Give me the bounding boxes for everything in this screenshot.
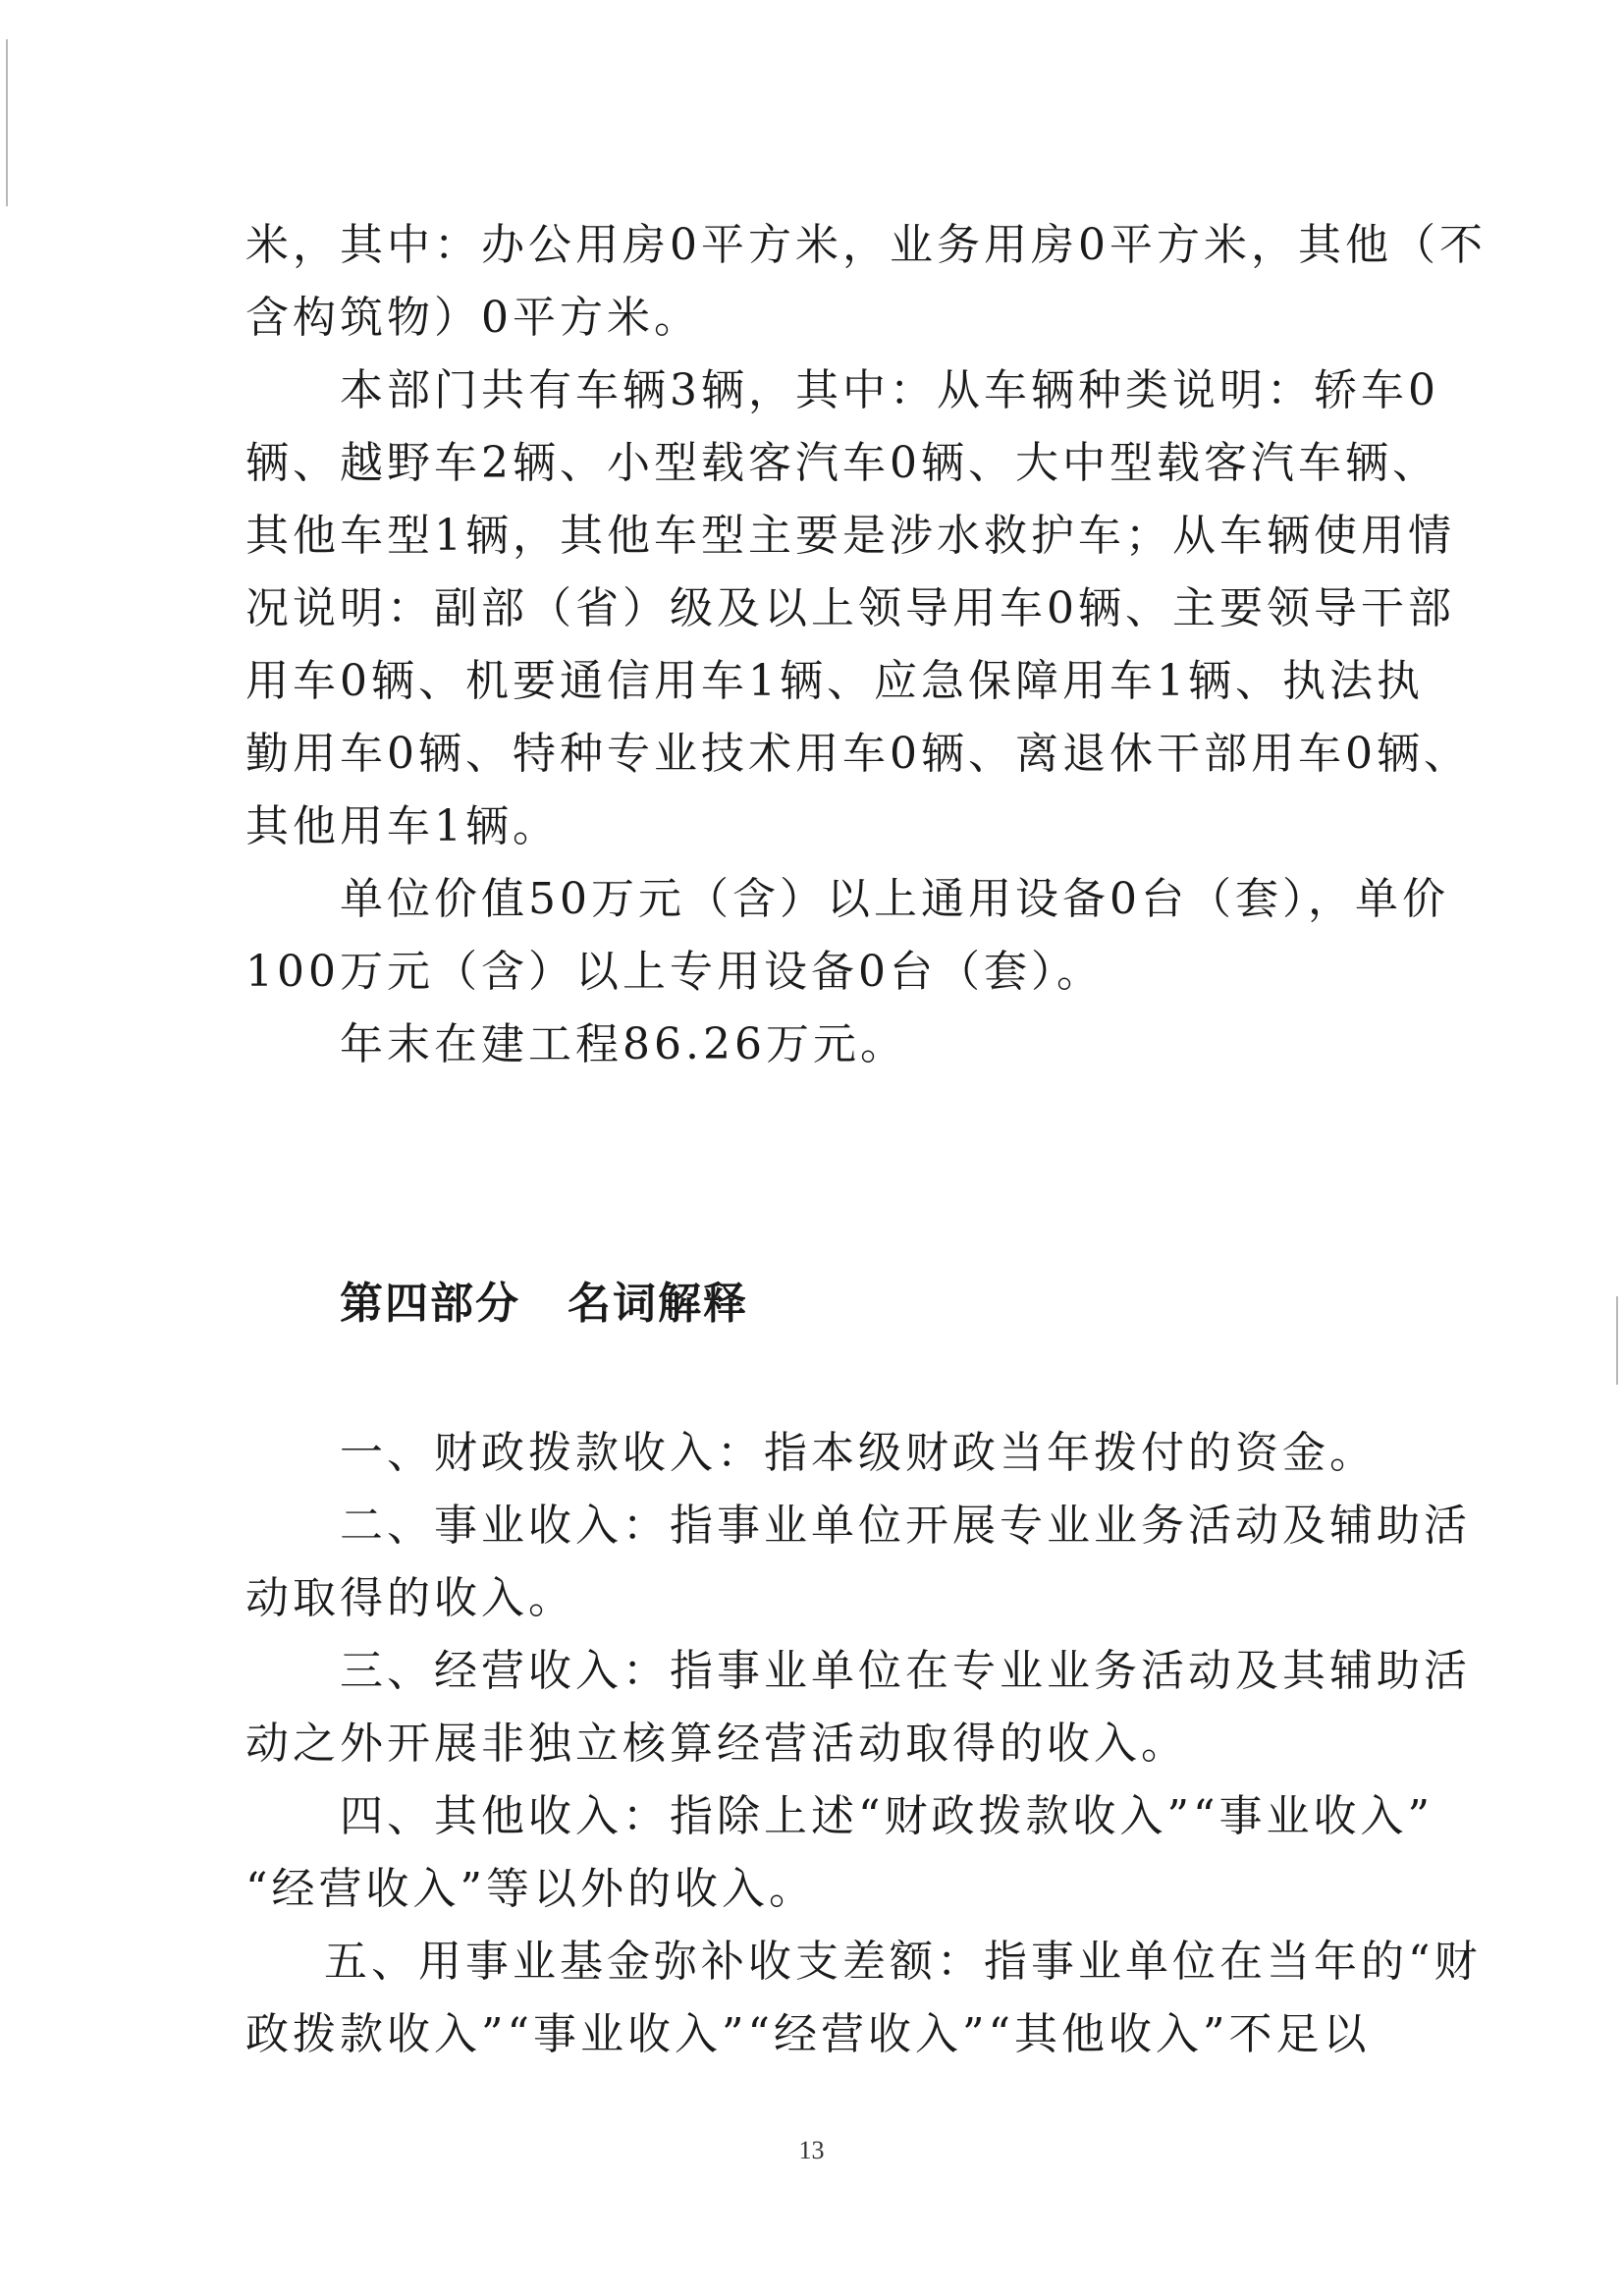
section-heading <box>340 1275 748 1334</box>
text-line: 动取得的收入。 <box>245 1573 575 1623</box>
text-line: 四、其他收入：指除上述“财政拨款收入”“事业收入” <box>340 1791 1434 1841</box>
text-line: 二、事业收入：指事业单位开展专业业务活动及辅助活 <box>340 1501 1471 1551</box>
text-line: 政拨款收入”“事业收入”“经营收入”“其他收入”不足以 <box>245 2009 1371 2059</box>
heading-title: 名词解释 <box>568 1279 748 1329</box>
text-line: 辆、越野车2辆、小型载客汽车0辆、大中型载客汽车辆、 <box>245 438 1439 488</box>
text-line: “经营收入”等以外的收入。 <box>245 1864 816 1914</box>
text-line: 其他用车1辆。 <box>245 801 560 851</box>
text-line: 米，其中：办公用房0平方米，业务用房0平方米，其他（不 <box>245 220 1487 270</box>
text-line: 年末在建工程86.26万元。 <box>340 1019 907 1069</box>
text-line: 五、用事业基金弥补收支差额：指事业单位在当年的“财 <box>324 1937 1482 1987</box>
page-number: 13 <box>798 2136 825 2164</box>
scan-mark-left <box>6 39 8 206</box>
text-line: 一、财政拨款收入：指本级财政当年拨付的资金。 <box>340 1428 1377 1478</box>
text-line: 况说明：副部（省）级及以上领导用车0辆、主要领导干部 <box>245 583 1455 633</box>
text-line: 三、经营收入：指事业单位在专业业务活动及其辅助活 <box>340 1646 1471 1696</box>
text-line: 用车0辆、机要通信用车1辆、应急保障用车1辆、执法执 <box>245 656 1424 706</box>
scan-mark-right <box>1616 1296 1618 1385</box>
text-line: 100万元（含）以上专用设备0台（套）。 <box>245 947 1104 997</box>
text-line: 勤用车0辆、特种专业技术用车0辆、离退休干部用车0辆、 <box>245 729 1471 779</box>
heading-part: 第四部分 <box>340 1279 520 1329</box>
text-line: 其他车型1辆，其他车型主要是涉水救护车；从车辆使用情 <box>245 511 1455 561</box>
text-line: 动之外开展非独立核算经营活动取得的收入。 <box>245 1719 1188 1769</box>
text-line: 本部门共有车辆3辆，其中：从车辆种类说明：轿车0 <box>340 365 1439 415</box>
text-line: 单位价值50万元（含）以上通用设备0台（套），单价 <box>340 874 1449 924</box>
text-line: 含构筑物）0平方米。 <box>245 293 701 343</box>
